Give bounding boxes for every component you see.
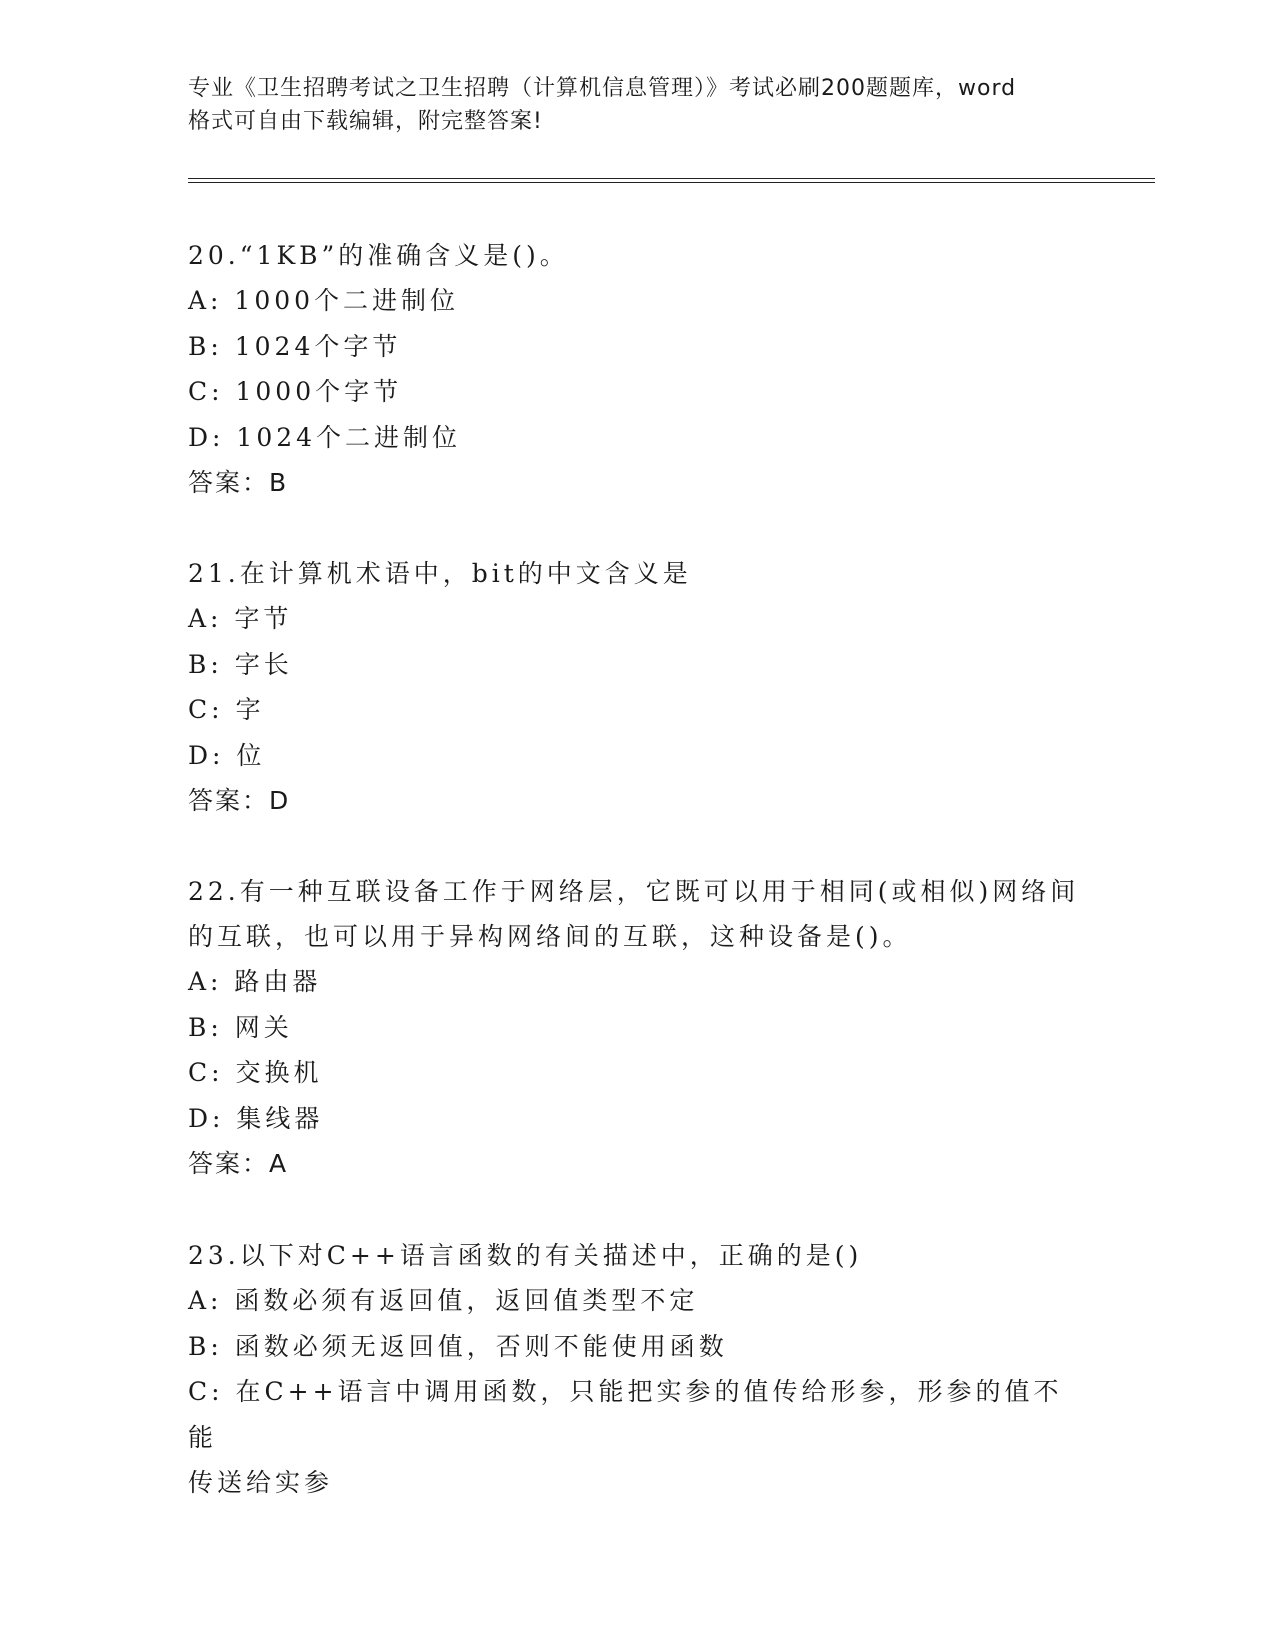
- option-d: D: 集线器: [188, 1103, 324, 1133]
- question-stem: 21.在计算机术语中，bit的中文含义是: [188, 559, 692, 588]
- option-c-line-1: C: 在C++语言中调用函数，只能把实参的值传给形参，形参的值不能: [188, 1377, 1063, 1452]
- answer: 答案：D: [188, 786, 291, 815]
- question-23: [188, 1233, 1088, 1506]
- option-b: B: 函数必须无返回值，否则不能使用函数: [188, 1331, 728, 1361]
- option-d: D: 1024个二进制位: [188, 422, 462, 452]
- question-stem: 23.以下对C++语言函数的有关描述中，正确的是(): [188, 1241, 863, 1270]
- question-stem-line-1: 22.有一种互联设备工作于网络层，它既可以用于相同(或相似)网络间: [188, 877, 1080, 906]
- answer: 答案：A: [188, 1149, 289, 1178]
- option-c: C: 交换机: [188, 1058, 323, 1087]
- header-line-2: 格式可自由下载编辑，附完整答案!: [188, 109, 543, 134]
- answer: 答案：B: [188, 468, 289, 497]
- option-a: A: 字节: [188, 604, 293, 633]
- question-stem-line-2: 的互联，也可以用于异构网络间的互联，这种设备是()。: [188, 922, 912, 951]
- option-a: A: 路由器: [188, 967, 322, 996]
- option-b: B: 字长: [188, 649, 293, 679]
- option-a: A: 1000个二进制位: [188, 286, 460, 315]
- document-header: [188, 72, 1088, 138]
- question-21: [188, 551, 1088, 823]
- option-a: A: 函数必须有返回值，返回值类型不定: [188, 1286, 699, 1315]
- question-stem: 20.“1KB”的准确含义是()。: [188, 241, 569, 270]
- option-c: C: 字: [188, 695, 265, 724]
- option-c: C: 1000个字节: [188, 377, 403, 406]
- option-b: B: 网关: [188, 1012, 293, 1042]
- question-20: [188, 233, 1088, 505]
- option-b: B: 1024个字节: [188, 331, 402, 361]
- option-d: D: 位: [188, 740, 266, 770]
- option-c-line-2: 传送给实参: [188, 1468, 334, 1497]
- header-line-1: 专业《卫生招聘考试之卫生招聘（计算机信息管理）》考试必刷200题题库，word: [188, 76, 1017, 101]
- question-22: [188, 869, 1088, 1186]
- header-divider: [188, 178, 1155, 183]
